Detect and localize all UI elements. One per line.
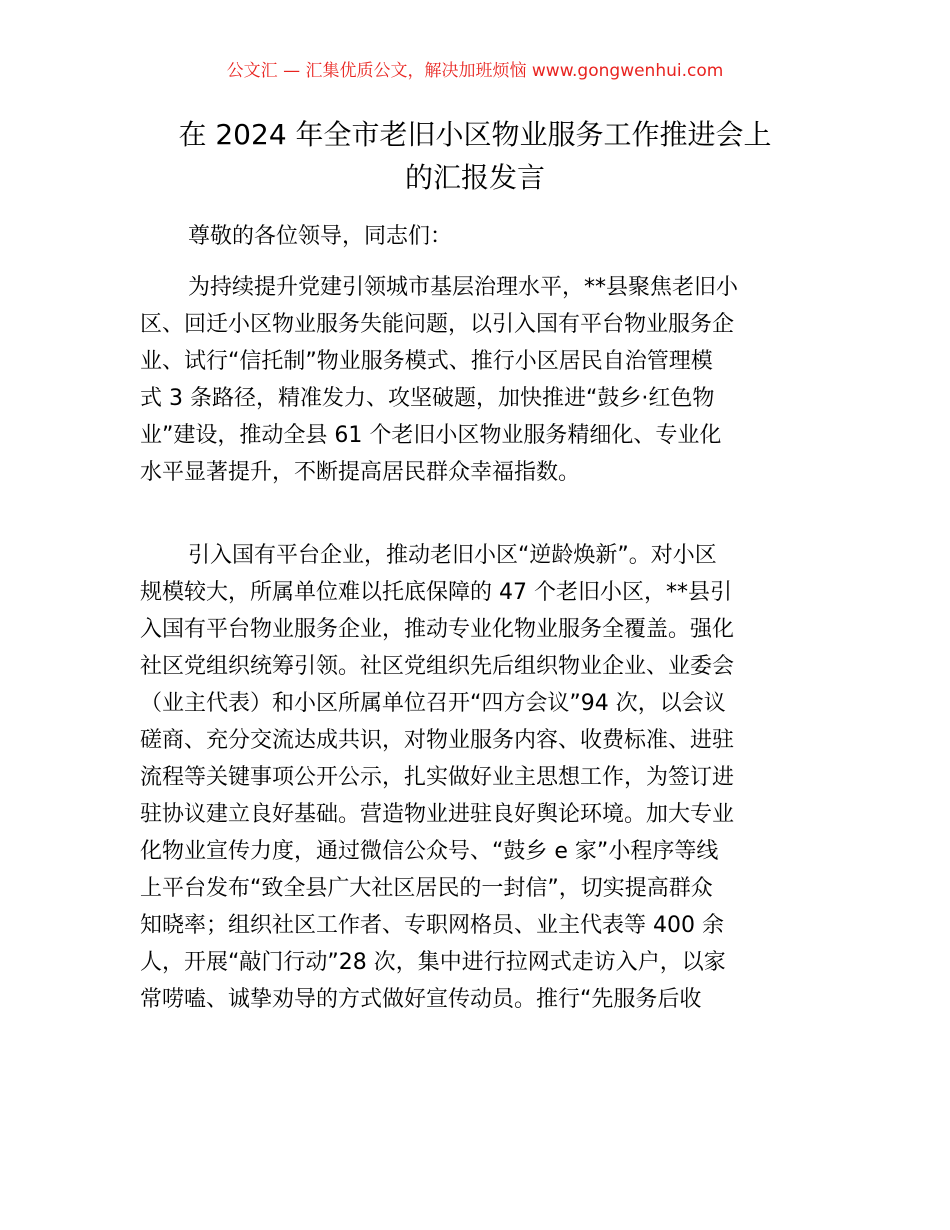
document-title [120,113,830,199]
paragraph-line: 入国有平台物业服务企业，推动专业化物业服务全覆盖。强化 [140,617,735,642]
paragraph-line: 常唠嗑、诚挚劝导的方式做好宣传动员。推行“先服务后收 [140,987,702,1012]
paragraph-1 [140,269,812,491]
paragraph-line: 磋商、充分交流达成共识，对物业服务内容、收费标准、进驻 [140,728,735,753]
paragraph-line: 业”建设，推动全县 61 个老旧小区物业服务精细化、专业化 [140,423,722,448]
paragraph-line: 规模较大，所属单位难以托底保障的 47 个老旧小区，**县引 [140,580,732,605]
paragraph-line: 社区党组织统筹引领。社区党组织先后组织物业企业、业委会 [140,654,735,679]
paragraph-line: 式 3 条路径，精准发力、攻坚破题，加快推进“鼓乡·红色物 [140,386,715,411]
paragraph-line: （业主代表）和小区所属单位召开“四方会议”94 次，以会议 [140,691,726,716]
paragraph-line: 驻协议建立良好基础。营造物业进驻良好舆论环境。加大专业 [140,802,735,827]
title-line-1: 在 2024 年全市老旧小区物业服务工作推进会上 [178,118,772,151]
paragraph-line: 流程等关键事项公开公示，扎实做好业主思想工作，为签订进 [140,765,735,790]
paragraph-line: 引入国有平台企业，推动老旧小区“逆龄焕新”。对小区 [188,543,717,568]
paragraph-line: 为持续提升党建引领城市基层治理水平，**县聚焦老旧小 [188,275,739,300]
paragraph-2 [140,537,812,1018]
paragraph-line: 上平台发布“致全县广大社区居民的一封信”，切实提高群众 [140,876,713,901]
paragraph-line: 化物业宣传力度，通过微信公众号、“鼓乡 e 家”小程序等线 [140,839,719,864]
paragraph-line: 知晓率；组织社区工作者、专职网格员、业主代表等 400 余 [140,913,724,938]
title-line-2: 的汇报发言 [404,161,545,194]
paragraph-line: 水平显著提升，不断提高居民群众幸福指数。 [140,460,581,485]
watermark-header: 公文汇 — 汇集优质公文，解决加班烦恼 www.gongwenhui.com [226,61,724,81]
paragraph-line: 区、回迁小区物业服务失能问题，以引入国有平台物业服务企 [140,312,735,337]
paragraph-line: 业、试行“信托制”物业服务模式、推行小区居民自治管理模 [140,349,713,374]
paragraph-line: 人，开展“敲门行动”28 次，集中进行拉网式走访入户，以家 [140,950,726,975]
salutation: 尊敬的各位领导，同志们： [188,224,453,249]
